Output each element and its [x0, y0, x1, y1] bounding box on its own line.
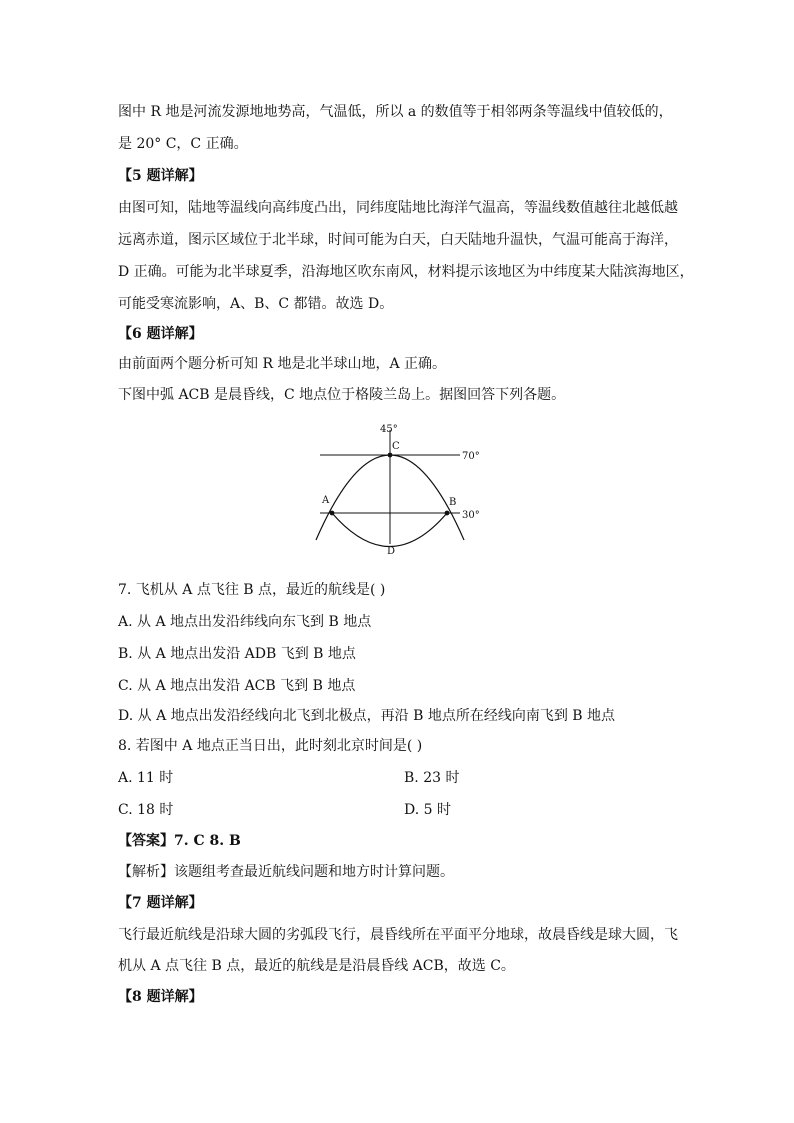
text-line-4: 由图可知，陆地等温线向高纬度凸出，同纬度陆地比海洋气温高，等温线数值越往北越低越 [118, 200, 678, 216]
section-heading-8: 【8 题详解】 [118, 989, 203, 1005]
text-line-9: 由前面两个题分析可知 R 地是北半球山地，A 正确。 [118, 356, 447, 372]
question-8-option-d: D. 5 时 [404, 802, 451, 818]
text-line-6: D 正确。可能为北半球夏季，沿海地区吹东南风，材料提示该地区为中纬度某大陆滨海地区， [118, 264, 694, 280]
question-8-option-a: A. 11 时 [118, 770, 174, 786]
label-30: 30° [462, 510, 480, 521]
text-line-1: 图中 R 地是河流发源地地势高，气温低，所以 a 的数值等于相邻两条等温线中值较低的， [118, 104, 673, 120]
point-c-dot [388, 453, 393, 458]
detail-7-line-2: 机从 A 点飞往 B 点，最近的航线是是沿晨昏线 ACB，故选 C。 [118, 958, 515, 974]
question-7-stem: 7. 飞机从 A 点飞往 B 点，最近的航线是( ) [118, 582, 386, 598]
text-line-5: 远离赤道，图示区域位于北半球，时间可能为白天，白天陆地升温快，气温可能高于海洋， [118, 232, 678, 248]
text-line-7: 可能受寒流影响，A、B、C 都错。故选 D。 [118, 296, 394, 312]
section-heading-7: 【7 题详解】 [118, 895, 203, 911]
question-7-option-b: B. 从 A 地点出发沿 ADB 飞到 B 地点 [118, 646, 356, 662]
question-8-stem: 8. 若图中 A 地点正当日出，此时刻北京时间是( ) [118, 738, 423, 754]
point-b-dot [445, 511, 450, 516]
terminator-svg [300, 420, 500, 570]
answer-line: 【答案】7. C 8. B [118, 833, 241, 849]
question-7-option-d: D. 从 A 地点出发沿经线向北飞到北极点，再沿 B 地点所在经线向南飞到 B 地点 [118, 708, 616, 724]
text-line-10: 下图中弧 ACB 是晨昏线，C 地点位于格陵兰岛上。据图回答下列各题。 [118, 387, 566, 403]
label-d: D [387, 546, 396, 557]
question-7-option-a: A. 从 A 地点出发沿纬线向东飞到 B 地点 [118, 614, 372, 630]
question-7-option-c: C. 从 A 地点出发沿 ACB 飞到 B 地点 [118, 678, 356, 694]
section-heading-5: 【5 题详解】 [118, 168, 203, 184]
question-8-option-c: C. 18 时 [118, 802, 174, 818]
label-a: A [322, 495, 330, 506]
detail-7-line-1: 飞行最近航线是沿球大圆的劣弧段飞行，晨昏线所在平面平分地球，故晨昏线是球大圆，飞 [118, 927, 678, 943]
label-c: C [392, 441, 400, 452]
label-45: 45° [380, 424, 398, 435]
question-8-option-b: B. 23 时 [404, 770, 460, 786]
analysis-line: 【解析】该题组考查最近航线问题和地方时计算问题。 [118, 864, 454, 880]
section-heading-6: 【6 题详解】 [118, 326, 203, 342]
text-line-2: 是 20° C，C 正确。 [118, 136, 248, 152]
point-a-dot [330, 511, 335, 516]
terminator-diagram [300, 420, 500, 570]
label-b: B [449, 497, 457, 508]
label-70: 70° [462, 451, 480, 462]
